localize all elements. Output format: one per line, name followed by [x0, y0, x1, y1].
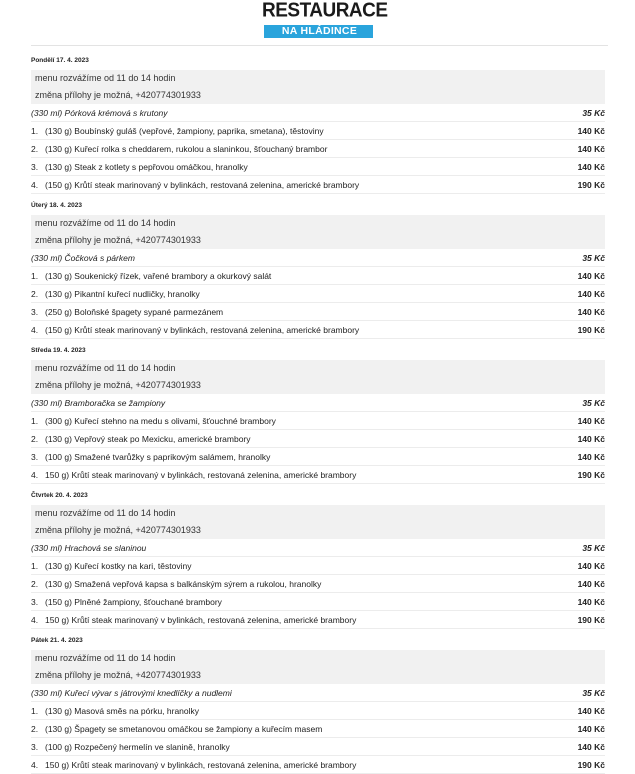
item-price: 140 Kč: [577, 433, 605, 444]
delivery-note: menu rozvážíme od 11 do 14 hodin: [31, 650, 605, 667]
item-number: 3.: [31, 741, 39, 752]
soup-text: (330 ml) Bramboračka se žampiony: [31, 397, 166, 408]
delivery-note: menu rozvážíme od 11 do 14 hodin: [31, 70, 605, 87]
menu-item-row: [31, 756, 605, 774]
soup-row: [31, 539, 605, 557]
item-text: (130 g) Kuřecí rolka s cheddarem, rukolou a slaninkou, šťouchaný brambor: [45, 143, 328, 154]
menu-item-row: [31, 176, 605, 194]
item-price: 140 Kč: [577, 143, 605, 154]
day-heading: Úterý 18. 4. 2023: [31, 202, 82, 209]
item-text: (130 g) Masová směs na pórku, hranolky: [45, 705, 200, 716]
day-heading: Středa 19. 4. 2023: [31, 347, 86, 354]
menu-item-row: [31, 122, 605, 140]
soup-text: (330 ml) Pórková krémová s krutony: [31, 107, 168, 118]
item-number: 2.: [31, 288, 39, 299]
soup-price: 35 Kč: [582, 397, 605, 408]
day-heading: Čtvrtek 20. 4. 2023: [31, 492, 88, 499]
item-text: 150 g) Krůtí steak marinovaný v bylinkách, restovaná zelenina, americké brambory: [45, 469, 357, 480]
menu-item-row: [31, 702, 605, 720]
menu-item-row: [31, 430, 605, 448]
item-price: 190 Kč: [577, 759, 605, 770]
item-price: 140 Kč: [577, 270, 605, 281]
soup-row: [31, 249, 605, 267]
soup-row: [31, 394, 605, 412]
delivery-note: menu rozvážíme od 11 do 14 hodin: [31, 215, 605, 232]
menu-item-row: [31, 303, 605, 321]
item-price: 190 Kč: [577, 614, 605, 625]
item-number: 4.: [31, 179, 39, 190]
item-text: (250 g) Boloňské špagety sypané parmezánem: [45, 306, 224, 317]
item-number: 1.: [31, 125, 39, 136]
item-text: 150 g) Krůtí steak marinovaný v bylinkách, restovaná zelenina, americké brambory: [45, 759, 357, 770]
item-number: 1.: [31, 415, 39, 426]
menu-item-row: [31, 140, 605, 158]
change-note: změna přílohy je možná, +420774301933: [31, 377, 605, 394]
soup-text: (330 ml) Kuřecí vývar s játrovými knedlíčky a nudlemi: [31, 687, 232, 698]
item-number: 4.: [31, 759, 39, 770]
item-price: 140 Kč: [577, 723, 605, 734]
item-price: 140 Kč: [577, 125, 605, 136]
item-text: (130 g) Kuřecí kostky na kari, těstoviny: [45, 560, 192, 571]
menu-item-row: [31, 575, 605, 593]
item-number: 1.: [31, 705, 39, 716]
item-price: 140 Kč: [577, 288, 605, 299]
menu-item-row: [31, 158, 605, 176]
soup-text: (330 ml) Hrachová se slaninou: [31, 542, 147, 553]
soup-text: (330 ml) Čočková s párkem: [31, 252, 135, 263]
item-number: 2.: [31, 723, 39, 734]
item-text: 150 g) Krůtí steak marinovaný v bylinkách, restovaná zelenina, americké brambory: [45, 614, 357, 625]
item-number: 2.: [31, 578, 39, 589]
item-number: 3.: [31, 451, 39, 462]
delivery-note: menu rozvážíme od 11 do 14 hodin: [31, 505, 605, 522]
menu-item-row: [31, 448, 605, 466]
logo-line-2: NA HLÁDINCE: [264, 25, 373, 38]
soup-row: [31, 684, 605, 702]
change-note: změna přílohy je možná, +420774301933: [31, 667, 605, 684]
item-text: (130 g) Vepřový steak po Mexicku, americké brambory: [45, 433, 251, 444]
item-text: (100 g) Rozpečený hermelín ve slanině, hranolky: [45, 741, 230, 752]
weekly-menu: [31, 50, 605, 774]
item-price: 140 Kč: [577, 451, 605, 462]
item-number: 2.: [31, 433, 39, 444]
menu-item-row: [31, 466, 605, 484]
header-divider: [31, 45, 608, 46]
menu-item-row: [31, 321, 605, 339]
item-number: 3.: [31, 161, 39, 172]
item-price: 190 Kč: [577, 324, 605, 335]
change-note: změna přílohy je možná, +420774301933: [31, 232, 605, 249]
item-price: 190 Kč: [577, 469, 605, 480]
menu-item-row: [31, 412, 605, 430]
item-price: 140 Kč: [577, 596, 605, 607]
item-text: (130 g) Boubínský guláš (vepřové, žampiony, paprika, smetana), těstoviny: [45, 125, 324, 136]
item-number: 2.: [31, 143, 39, 154]
item-text: (130 g) Špagety se smetanovou omáčkou se žampiony a kuřecím masem: [45, 723, 323, 734]
soup-price: 35 Kč: [582, 252, 605, 263]
restaurant-logo: [262, 0, 388, 40]
change-note: změna přílohy je možná, +420774301933: [31, 87, 605, 104]
item-text: (130 g) Steak z kotlety s pepřovou omáčkou, hranolky: [45, 161, 248, 172]
item-price: 140 Kč: [577, 306, 605, 317]
item-number: 3.: [31, 306, 39, 317]
item-text: (100 g) Smažené tvarůžky s paprikovým salámem, hranolky: [45, 451, 271, 462]
item-number: 4.: [31, 324, 39, 335]
menu-item-row: [31, 267, 605, 285]
item-price: 190 Kč: [577, 179, 605, 190]
soup-row: [31, 104, 605, 122]
soup-price: 35 Kč: [582, 687, 605, 698]
item-price: 140 Kč: [577, 161, 605, 172]
menu-item-row: [31, 738, 605, 756]
item-number: 1.: [31, 560, 39, 571]
soup-price: 35 Kč: [582, 542, 605, 553]
logo-line-1: RESTAURACE: [262, 0, 388, 22]
item-number: 4.: [31, 469, 39, 480]
item-price: 140 Kč: [577, 415, 605, 426]
day-heading: Pátek 21. 4. 2023: [31, 637, 83, 644]
menu-item-row: [31, 611, 605, 629]
change-note: změna přílohy je možná, +420774301933: [31, 522, 605, 539]
item-text: (150 g) Plněné žampiony, šťouchané brambory: [45, 596, 222, 607]
item-number: 4.: [31, 614, 39, 625]
menu-item-row: [31, 285, 605, 303]
menu-item-row: [31, 593, 605, 611]
delivery-note: menu rozvážíme od 11 do 14 hodin: [31, 360, 605, 377]
item-text: (130 g) Pikantní kuřecí nudličky, hranolky: [45, 288, 200, 299]
menu-item-row: [31, 557, 605, 575]
item-text: (300 g) Kuřecí stehno na medu s olivami, šťouchné brambory: [45, 415, 276, 426]
item-number: 1.: [31, 270, 39, 281]
menu-item-row: [31, 720, 605, 738]
day-heading: Pondělí 17. 4. 2023: [31, 57, 89, 64]
item-price: 140 Kč: [577, 560, 605, 571]
item-number: 3.: [31, 596, 39, 607]
item-text: (150 g) Krůtí steak marinovaný v bylinkách, restovaná zelenina, americké brambory: [45, 179, 360, 190]
item-text: (130 g) Smažená vepřová kapsa s balkánským sýrem a rukolou, hranolky: [45, 578, 322, 589]
item-price: 140 Kč: [577, 705, 605, 716]
item-text: (150 g) Krůtí steak marinovaný v bylinkách, restovaná zelenina, americké brambory: [45, 324, 360, 335]
item-price: 140 Kč: [577, 578, 605, 589]
item-price: 140 Kč: [577, 741, 605, 752]
item-text: (130 g) Soukenický řízek, vařené brambory a okurkový salát: [45, 270, 272, 281]
soup-price: 35 Kč: [582, 107, 605, 118]
